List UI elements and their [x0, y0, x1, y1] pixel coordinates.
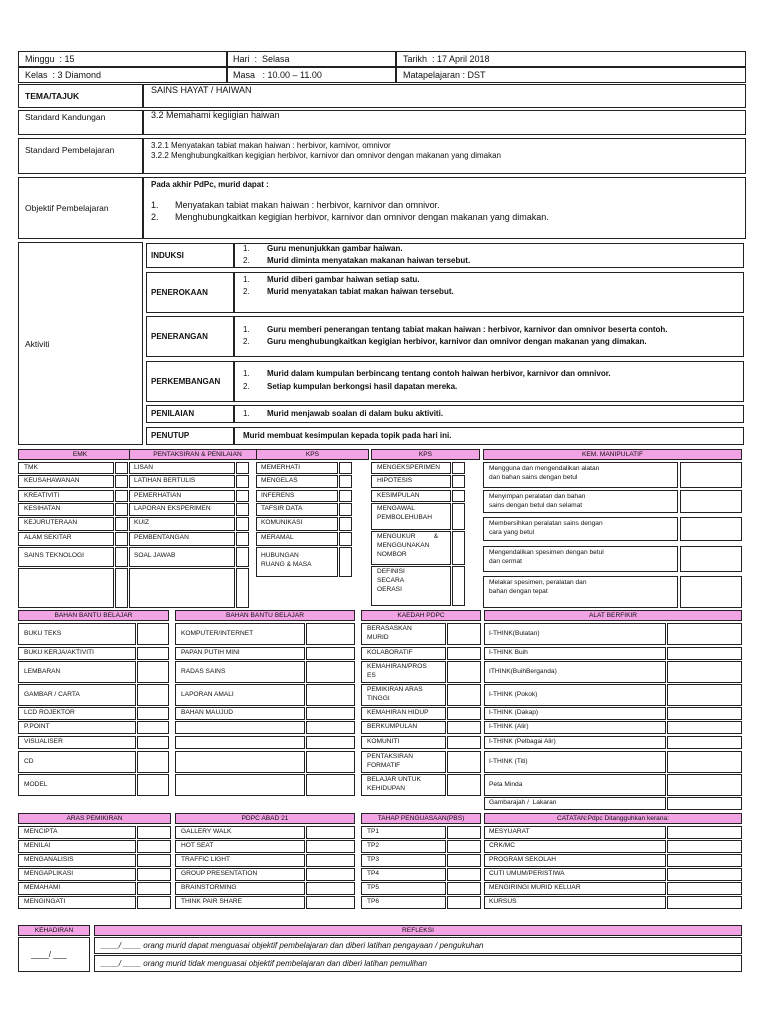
bbb1-checkbox[interactable]: [137, 661, 169, 683]
perkembangan-line2: Setiap kumpulan berkongsi hasil dapatan mereka.: [267, 382, 458, 391]
alat-item-label: ITHINK(BuihBerganda): [489, 668, 557, 675]
aras-item-label: MENCIPTA: [24, 828, 58, 835]
alat-checkbox[interactable]: [667, 721, 742, 734]
hari-text: Hari : Selasa: [233, 54, 290, 64]
emk-blank: [18, 568, 114, 608]
kps2-item-label: MENGGUNAKAN: [377, 542, 430, 549]
kps2-item-label: MENGUKUR &: [377, 533, 439, 540]
tahap-item-label: TP1: [367, 828, 380, 835]
kaedah-item-label: KEMAHIRAN HIDUP: [367, 709, 429, 716]
pentaksiran-checkbox[interactable]: [236, 517, 249, 531]
manipulatif-checkbox[interactable]: [680, 462, 742, 488]
objektif-item1: Menyatakan tabiat makan haiwan : herbivor, karnivor dan omnivor.: [175, 200, 440, 210]
catatan-checkbox[interactable]: [667, 882, 742, 895]
kps2-item-label: MENGAWAL: [377, 505, 415, 512]
pentaksiran-item-label: LATIHAN BERTULIS: [134, 477, 196, 484]
bbb1-checkbox[interactable]: [137, 684, 169, 706]
emk-header-text: EMK: [72, 451, 88, 458]
alat-item-label: I-THINK (Dakap): [489, 709, 539, 716]
kaedah-checkbox[interactable]: [447, 736, 481, 749]
bbb2-checkbox[interactable]: [306, 684, 355, 706]
alat-checkbox[interactable]: [667, 736, 742, 749]
emk-checkbox[interactable]: [115, 547, 128, 567]
kaedah-checkbox[interactable]: [447, 774, 481, 796]
tahap-checkbox[interactable]: [447, 840, 481, 853]
bbb2-checkbox[interactable]: [306, 661, 355, 683]
kps2-checkbox[interactable]: [452, 475, 465, 488]
kaedah-checkbox[interactable]: [447, 661, 481, 683]
bbb2-checkbox[interactable]: [306, 623, 355, 645]
alat-header-text: ALAT BERFIKIR: [588, 612, 638, 619]
penerangan-label: PENERANGAN: [151, 332, 208, 341]
induksi-num2: 2.: [243, 256, 250, 265]
kps1-item-label: RUANG & MASA: [261, 561, 312, 568]
penerokaan-line2: Murid menyatakan tabiat makan haiwan tersebut.: [267, 287, 454, 296]
kelas-text: Kelas : 3 Diamond: [25, 70, 102, 80]
pentaksiran-checkbox[interactable]: [236, 475, 249, 488]
tahap-header-text: TAHAP PENGUASAAN(PBS): [377, 815, 465, 822]
sp-label-cell: [18, 138, 143, 174]
pentaksiran-item-label: SOAL JAWAB: [134, 552, 176, 559]
manipulatif-checkbox[interactable]: [680, 546, 742, 572]
penilaian-label: PENILAIAN: [151, 409, 195, 418]
catatan-checkbox[interactable]: [667, 840, 742, 853]
penutup-label: PENUTUP: [151, 431, 190, 440]
kaedah-item-label: BERASASKAN: [367, 625, 412, 632]
aras-item-label: MENILAI: [24, 842, 51, 849]
penerangan-num1: 1.: [243, 325, 250, 334]
pentaksiran-checkbox[interactable]: [236, 490, 249, 502]
objektif-label: Objektif Pembelajaran: [25, 203, 109, 213]
alat-item-label: I-THINK (Titi): [489, 758, 528, 765]
emk-item-label: ALAM SEKITAR: [24, 534, 72, 541]
kps1-checkbox[interactable]: [339, 462, 352, 474]
manipulatif-item-label: Membersihkan peralatan sains dengan: [489, 520, 603, 527]
manipulatif-checkbox[interactable]: [680, 576, 742, 608]
aras-checkbox[interactable]: [137, 826, 171, 839]
bbb1-item: [18, 751, 136, 773]
objektif-num1: 1.: [151, 200, 159, 210]
objektif-intro: Pada akhir PdPc, murid dapat :: [151, 180, 269, 189]
aras-item-label: MENGAPLIKASI: [24, 870, 74, 877]
penerokaan-num1: 1.: [243, 275, 250, 284]
abad21-checkbox[interactable]: [306, 868, 355, 881]
sp-line2: 3.2.2 Menghubungkaitkan kegigian herbivor, karnivor dan omnivor dengan makanan yang dimakan: [151, 151, 502, 160]
kps1-item-label: KOMUNIKASI: [261, 519, 303, 526]
alat-item-label: Peta Minda: [489, 781, 523, 788]
emk-item-label: SAINS TEKNOLOGI: [24, 552, 84, 559]
pentaksiran-blank: [129, 568, 235, 608]
catatan-checkbox[interactable]: [667, 868, 742, 881]
alat-checkbox[interactable]: [667, 797, 742, 810]
penutup-line1: Murid membuat kesimpulan kepada topik pada hari ini.: [243, 431, 452, 440]
abad21-item-label: HOT SEAT: [181, 842, 214, 849]
aras-item-label: MENGANALISIS: [24, 856, 74, 863]
kps2-item-label: OERASI: [377, 586, 402, 593]
catatan-header-text: CATATAN:Pdpc Ditangguhkan kerana:: [556, 815, 670, 822]
refleksi-header-text: REFLEKSI: [402, 927, 434, 934]
bbb2-item: [175, 721, 305, 734]
bbb2-item-label: BAHAN MAUJUD: [181, 709, 234, 716]
kps1-item-label: MERAMAL: [261, 534, 294, 541]
emk-item-label: KEUSAHAWANAN: [24, 477, 80, 484]
kehadiran-header-text: KEHADIRAN: [34, 927, 74, 934]
sp-label: Standard Pembelajaran: [25, 145, 115, 155]
catatan-item-label: PROGRAM SEKOLAH: [489, 856, 557, 863]
alat-item-label: I-THINK(Bulatan): [489, 630, 540, 637]
tahap-checkbox[interactable]: [447, 896, 481, 909]
kaedah-item-label: KEMAHIRAN/PROS: [367, 663, 427, 670]
pentaksiran-checkbox[interactable]: [236, 503, 249, 516]
perkembangan-num1: 1.: [243, 369, 250, 378]
bbb1-item-label: GAMBAR / CARTA: [24, 691, 80, 698]
alat-item-label: I-THINK Buih: [489, 649, 528, 656]
kps2-item-label: PEMBOLEHUBAH: [377, 514, 432, 521]
aras-header-text: ARAS PEMIKIRAN: [66, 815, 123, 822]
emk-checkbox[interactable]: [115, 532, 128, 546]
kaedah-checkbox[interactable]: [447, 684, 481, 706]
bbb1-checkbox[interactable]: [137, 751, 169, 773]
tahap-item-label: TP5: [367, 884, 380, 891]
kps2-item-label: HIPOTESIS: [377, 477, 413, 484]
bbb2-item: [175, 736, 305, 749]
tema-label: TEMA/TAJUK: [25, 91, 80, 101]
abad21-item-label: GROUP PRESENTATION: [181, 870, 258, 877]
penerokaan-num2: 2.: [243, 287, 250, 296]
manipulatif-header-text: KEM. MANIPULATIF: [581, 451, 644, 458]
matapelajaran-text: Matapelajaran : DST: [403, 70, 486, 80]
tahap-item-label: TP6: [367, 898, 380, 905]
tahap-checkbox[interactable]: [447, 882, 481, 895]
kaedah-item-label: ES: [367, 672, 376, 679]
catatan-item-label: MESYUARAT: [489, 828, 530, 835]
kaedah-item-label: KOLABORATIF: [367, 649, 413, 656]
manipulatif-item-label: dan bahan sains dengan betul: [489, 474, 578, 481]
refleksi-line1: ____/ ____ orang murid dapat menguasai objektif pembelajaran dan diberi latihan pengayaan / pengukuhan: [101, 941, 484, 950]
manipulatif-checkbox[interactable]: [680, 490, 742, 513]
emk-item-label: KESIHATAN: [24, 505, 61, 512]
catatan-checkbox[interactable]: [667, 854, 742, 867]
refleksi-line2: ____/ ____ orang murid tidak menguasai objektif pembelajaran dan diberi latihan pemulihan: [101, 959, 427, 968]
bbb2-checkbox[interactable]: [306, 707, 355, 720]
abad21-checkbox[interactable]: [306, 882, 355, 895]
catatan-item-label: KURSUS: [489, 898, 517, 905]
bbb1-item-label: P.POINT: [24, 723, 50, 730]
manipulatif-item-label: Menyimpan peralatan dan bahan: [489, 493, 586, 500]
sp-line1: 3.2.1 Menyatakan tabiat makan haiwan : herbivor, karnivor, omnivor: [151, 141, 391, 150]
objektif-num2: 2.: [151, 212, 159, 222]
penerangan-line2: Guru menghubungkaitkan kegigian herbivor, karnivor dan omnivor dengan makanan yang dimakan.: [267, 337, 647, 346]
catatan-checkbox[interactable]: [667, 896, 742, 909]
alat-item-label: I-THINK (Pelbagai Alir): [489, 738, 556, 745]
bbb1-item-label: BUKU TEKS: [24, 630, 62, 637]
bbb1-checkbox[interactable]: [137, 707, 169, 720]
induksi-line2: Murid diminta menyatakan makanan haiwan tersebut.: [267, 256, 471, 265]
bbb2-item-label: RADAS SAINS: [181, 668, 226, 675]
kps2-item-label: NOMBOR: [377, 551, 407, 558]
abad21-item-label: BRAINSTORMING: [181, 884, 237, 891]
pentaksiran-item-label: LAPORAN EKSPERIMEN: [134, 505, 211, 512]
penerokaan-line1: Murid diberi gambar haiwan setiap satu.: [267, 275, 420, 284]
abad21-item-label: TRAFFIC LIGHT: [181, 856, 231, 863]
masa-text: Masa : 10.00 – 11.00: [233, 70, 322, 80]
aras-checkbox[interactable]: [137, 854, 171, 867]
alat-checkbox[interactable]: [667, 707, 742, 720]
bbb2-checkbox[interactable]: [306, 721, 355, 734]
aras-item-label: MEMAHAMI: [24, 884, 61, 891]
catatan-item-label: MENGIRINGI MURID KELUAR: [489, 884, 581, 891]
kehadiran-value: ____/ ___: [31, 950, 67, 959]
manipulatif-item-label: sains dengan betul dan selamat: [489, 502, 583, 509]
pentaksiran-header-text: PENTAKSIRAN & PENILAIAN: [153, 451, 242, 458]
catatan-checkbox[interactable]: [667, 826, 742, 839]
pentaksiran-checkbox[interactable]: [236, 568, 249, 608]
abad21-checkbox[interactable]: [306, 896, 355, 909]
bbb1-item-label: LCD ROJEKTOR: [24, 709, 75, 716]
sk-value: 3.2 Memahami kegiigian haiwan: [151, 110, 280, 120]
bbb2-checkbox[interactable]: [306, 736, 355, 749]
bbb1-checkbox[interactable]: [137, 647, 169, 660]
kaedah-header-text: KAEDAH PDPC: [397, 612, 445, 619]
emk-checkbox[interactable]: [115, 503, 128, 516]
manipulatif-item-label: Mengguna dan mengendalikan alatan: [489, 465, 600, 472]
manipulatif-item-label: Mengendalikan spesimen dengan betul: [489, 549, 604, 556]
kaedah-item-label: BELAJAR UNTUK: [367, 776, 421, 783]
kps1-item-label: INFERENS: [261, 492, 295, 499]
pentaksiran-item-label: LISAN: [134, 464, 154, 471]
kps-header-2-text: KPS: [418, 451, 433, 458]
manipulatif-checkbox[interactable]: [680, 517, 742, 541]
alat-checkbox[interactable]: [667, 647, 742, 660]
abad21-checkbox[interactable]: [306, 840, 355, 853]
perkembangan-num2: 2.: [243, 382, 250, 391]
alat-item-label: I-THINK (Alir): [489, 723, 529, 730]
kps1-checkbox[interactable]: [339, 517, 352, 531]
kaedah-item-label: FORMATIF: [367, 762, 401, 769]
kaedah-item-label: BERKUMPULAN: [367, 723, 418, 730]
catatan-item-label: CRK/MC: [489, 842, 516, 849]
kps2-checkbox[interactable]: [452, 531, 465, 565]
bbb2-item-label: LAPORAN AMALI: [181, 691, 234, 698]
bbb2-item: [175, 774, 305, 796]
bbb1-header-text: BAHAN BANTU BELAJAR: [54, 612, 133, 619]
bbb2-item-label: PAPAN PUTIH MINI: [181, 649, 240, 656]
kps-header-1-text: KPS: [305, 451, 320, 458]
alat-checkbox[interactable]: [667, 684, 742, 706]
penerangan-num2: 2.: [243, 337, 250, 346]
tahap-checkbox[interactable]: [447, 826, 481, 839]
kaedah-checkbox[interactable]: [447, 721, 481, 734]
alat-item-label: I-THINK (Pokok): [489, 691, 538, 698]
kaedah-item-label: PENTAKSIRAN: [367, 753, 414, 760]
emk-checkbox[interactable]: [115, 462, 128, 474]
alat-checkbox[interactable]: [667, 774, 742, 796]
bbb2-checkbox[interactable]: [306, 647, 355, 660]
aras-checkbox[interactable]: [137, 840, 171, 853]
kaedah-item-label: TINGGI: [367, 695, 390, 702]
manipulatif-item-label: Melakar spesimen, peralatan dan: [489, 579, 587, 586]
manipulatif-item-label: cara yang betul: [489, 529, 535, 536]
bbb2-header-text: BAHAN BANTU BELAJAR: [225, 612, 305, 619]
pentaksiran-item-label: PEMBENTANGAN: [134, 534, 189, 541]
minggu-text: Minggu : 15: [25, 54, 75, 64]
kps1-item-label: MEMERHATI: [261, 464, 301, 471]
aras-checkbox[interactable]: [137, 882, 171, 895]
tahap-item-label: TP2: [367, 842, 380, 849]
bbb2-item-label: KOMPUTER/INTERNET: [181, 630, 254, 637]
catatan-item-label: CUTI UMUM/PERISTIWA: [489, 870, 565, 877]
tahap-checkbox[interactable]: [447, 854, 481, 867]
tahap-item-label: TP3: [367, 856, 380, 863]
kps1-checkbox[interactable]: [339, 547, 352, 577]
aras-checkbox[interactable]: [137, 896, 171, 909]
kaedah-checkbox[interactable]: [447, 707, 481, 720]
kps1-checkbox[interactable]: [339, 475, 352, 488]
tema-value: SAINS HAYAT / HAIWAN: [151, 85, 252, 95]
kaedah-item-label: PEMIKIRAN ARAS: [367, 686, 423, 693]
pentaksiran-checkbox[interactable]: [236, 462, 249, 474]
alat-item-label: Gambarajah / Lakaran: [489, 799, 557, 806]
bbb1-item-label: LEMBARAN: [24, 668, 61, 675]
kaedah-checkbox[interactable]: [447, 751, 481, 773]
objektif-item2: Menghubungkaitkan kegigian herbivor, karnivor dan omnivor dengan makanan yang dimakan.: [175, 212, 549, 222]
emk-item-label: TMK: [24, 464, 38, 471]
manipulatif-item-label: dan cermat: [489, 558, 522, 565]
kps1-checkbox[interactable]: [339, 490, 352, 502]
pentaksiran-item-label: PEMERHATIAN: [134, 492, 182, 499]
tahap-checkbox[interactable]: [447, 868, 481, 881]
abad21-item-label: THINK PAIR SHARE: [181, 898, 243, 905]
bbb1-item-label: CD: [24, 758, 34, 765]
bbb2-checkbox[interactable]: [306, 751, 355, 773]
bbb1-checkbox[interactable]: [137, 623, 169, 645]
induksi-label: INDUKSI: [151, 251, 184, 260]
tarikh-text: Tarikh : 17 April 2018: [403, 54, 490, 64]
bbb2-item: [175, 751, 305, 773]
kps1-item-label: MENGELAS: [261, 477, 298, 484]
kps2-item-label: SECARA: [377, 577, 405, 584]
kps1-checkbox[interactable]: [339, 532, 352, 546]
penilaian-line1: Murid menjawab soalan di dalam buku aktiviti.: [267, 409, 444, 418]
emk-checkbox[interactable]: [115, 517, 128, 531]
pentaksiran-item-label: KUIZ: [134, 519, 150, 526]
sk-label: Standard Kandungan: [25, 112, 106, 122]
kps2-item-label: KESIMPULAN: [377, 492, 420, 499]
pentaksiran-checkbox[interactable]: [236, 547, 249, 567]
alat-checkbox[interactable]: [667, 623, 742, 645]
induksi-num1: 1.: [243, 244, 250, 253]
perkembangan-line1: Murid dalam kumpulan berbincang tentang contoh haiwan herbivor, karnivor dan omnivor.: [267, 369, 611, 378]
kaedah-item-label: KEHIDUPAN: [367, 785, 405, 792]
abad21-checkbox[interactable]: [306, 826, 355, 839]
aras-item-label: MENGINGATI: [24, 898, 66, 905]
bbb1-checkbox[interactable]: [137, 736, 169, 749]
abad21-item-label: GALLERY WALK: [181, 828, 232, 835]
aktiviti-label: Aktiviti: [25, 339, 50, 349]
perkembangan-label: PERKEMBANGAN: [151, 377, 221, 386]
kaedah-checkbox[interactable]: [447, 647, 481, 660]
kps2-checkbox[interactable]: [452, 503, 465, 530]
alat-checkbox[interactable]: [667, 661, 742, 683]
kps1-checkbox[interactable]: [339, 503, 352, 516]
bbb2-checkbox[interactable]: [306, 774, 355, 796]
emk-item-label: KEJURUTERAAN: [24, 519, 78, 526]
bbb1-item-label: MODEL: [24, 781, 48, 788]
penilaian-num1: 1.: [243, 409, 250, 418]
kaedah-checkbox[interactable]: [447, 623, 481, 645]
kps2-checkbox[interactable]: [452, 566, 465, 606]
kps1-item-label: TAFSIR DATA: [261, 505, 303, 512]
emk-checkbox[interactable]: [115, 568, 128, 608]
kaedah-item-label: KOMUNITI: [367, 738, 400, 745]
bbb1-item-label: BUKU KERJA/AKTIVITI: [24, 649, 94, 656]
pentaksiran-checkbox[interactable]: [236, 532, 249, 546]
kps2-item-label: MENGEKSPERIMEN: [377, 464, 441, 471]
bbb1-checkbox[interactable]: [137, 774, 169, 796]
emk-checkbox[interactable]: [115, 475, 128, 488]
kps1-item-label: HUBUNGAN: [261, 552, 299, 559]
bbb1-checkbox[interactable]: [137, 721, 169, 734]
emk-checkbox[interactable]: [115, 490, 128, 502]
penerangan-line1: Guru memberi penerangan tentang tabiat makan haiwan : herbivor, karnivor dan omnivor beserta contoh.: [267, 325, 668, 334]
induksi-line1: Guru menunjukkan gambar haiwan.: [267, 244, 403, 253]
abad21-header-text: PDPC ABAD 21: [241, 815, 289, 822]
emk-item-label: KREATIVITI: [24, 492, 60, 499]
manipulatif-item-label: bahan dengan tepat: [489, 588, 548, 595]
kaedah-item-label: MURID: [367, 634, 389, 641]
bbb1-item-label: VISUALISER: [24, 738, 63, 745]
kps2-checkbox[interactable]: [452, 462, 465, 474]
alat-checkbox[interactable]: [667, 751, 742, 773]
kps2-item-label: DEFINISI: [377, 568, 405, 575]
abad21-checkbox[interactable]: [306, 854, 355, 867]
penerokaan-label: PENEROKAAN: [151, 288, 208, 297]
aras-checkbox[interactable]: [137, 868, 171, 881]
tahap-item-label: TP4: [367, 870, 380, 877]
kps2-checkbox[interactable]: [452, 490, 465, 502]
